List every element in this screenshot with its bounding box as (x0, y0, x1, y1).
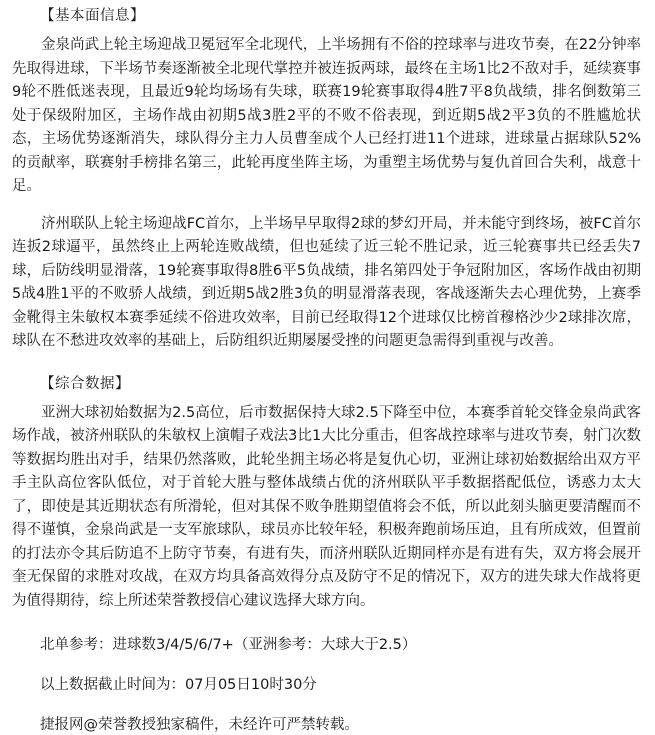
copyright-notice: 捷报网@荣誉教授独家稿件，未经许可严禁转载。 (40, 717, 359, 733)
paragraph-analysis: 亚洲大球初始数据为2.5高位，后市数据保持大球2.5下降至中位，本赛季首轮交锋金泉尚武客场作战，被济州联队的朱敏权上演帽子戏法3比1大比分重击，但客战控球率与进攻节奏，射门次数等数据均胜出对手，结果仍然落败，此轮坐拥主场必将是复仇心切，亚洲让球初始数据给出双方平手主队高位客队低位，对于首轮大胜与整体战绩占优的济州联队平手数据搭配低位，诱惑力太大了，即使是其近期状态有所滑轮，但对其保不败争胜期望值将会不低，所以此刻头脑更要清醒而不得不谨慎，金泉尚武是一支军旅球队，球员亦比较年轻，积极奔跑前场压迫，且有所成效，但置前的打法亦令其后防追不上防守节奏，有进有失，而济州联队近期同样亦是有进有失，双方将会展开奎无保留的求胜对攻战，在双方均具备高效得分点及防守不足的情况下，双方的进失球大作战将更为值得期待，综上所述荣誉教授信心建议选择大球方向。 (12, 404, 641, 609)
paragraph-jeju-united: 济州联队上轮主场迎战FC首尔，上半场早早取得2球的梦幻开局，并未能守到终场，被FC首尔连扳2球逼平，虽然终止上两轮连败战绩，但也延续了近三轮不胜记录，近三轮赛事共已经丢失7球，后防线明显滑落，19轮赛事取得8胜6平5负战绩，排名第四处于争冠附加区，客场作战由初期5战4胜1平的不败骄人战绩，到近期5战2胜3负的明显滑落表现，客战逐渐失去心理优势，上赛季金靴得主朱敏权本赛季延续不俗进攻效率，目前已经取得12个进球仅比榜首穆格沙少2球排次席，球队在不愁进攻效率的基础上，后防组织近期屡屡受挫的问题更急需得到重视与改善。 (12, 215, 641, 349)
north-single-reference: 北单参考：进球数3/4/5/6/7+（亚洲参考：大球大于2.5） (40, 637, 417, 653)
section-title-data: 【综合数据】 (40, 375, 130, 392)
section-title-fundamentals: 【基本面信息】 (40, 8, 145, 24)
data-cutoff-time: 以上数据截止时间为：07月05日10时30分 (40, 677, 317, 693)
paragraph-gimcheon-sangmu: 金泉尚武上轮主场迎战卫冕冠军全北现代，上半场拥有不俗的控球率与进攻节奏，在22分钟率先取得进球，下半场节奏逐渐被全北现代掌控并被连扳两球，最终在主场1比2不敌对手，延续赛事9轮不胜低迷表现，且最近9轮均场场有失球，联赛19轮赛事取得4胜7平8负战绩，排名倒数第三处于保级附加区，主场作战由初期5战3胜2平的不败不俗表现，到近期5战2平3负的不胜尴尬状态，主场优势逐渐消失，球队得分主力人员曹奎成个人已经打进11个进球，进球量占据球队52%的贡献率，联赛射手榜排名第三，此轮再度坐阵主场，为重塑主场优势与复仇首回合失利，战意十足。 (12, 37, 641, 194)
